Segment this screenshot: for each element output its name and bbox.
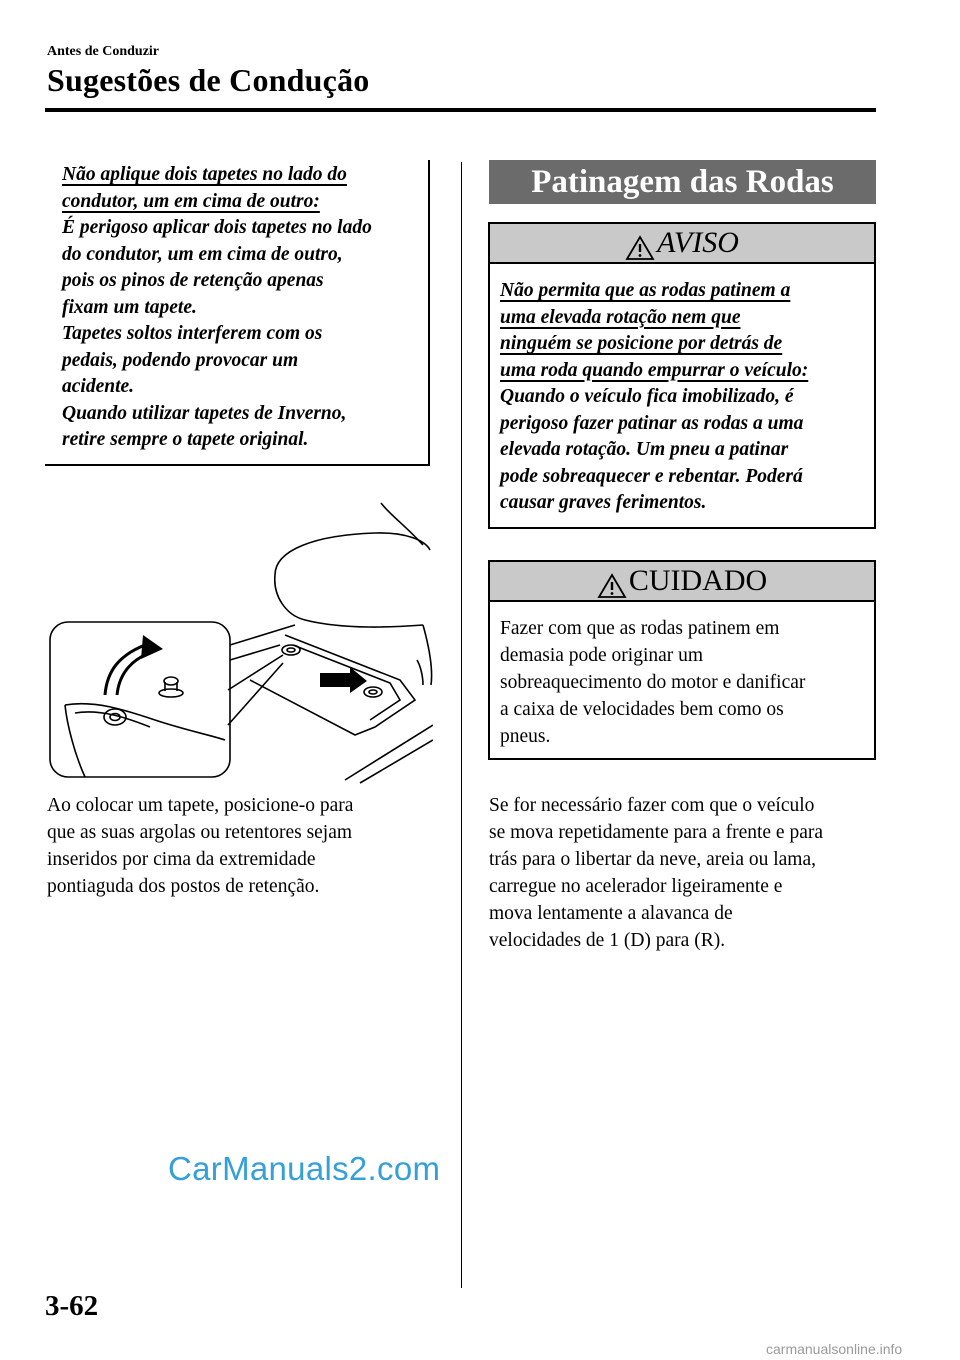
aviso-text [500,278,866,517]
paragraph-line: Ao colocar um tapete, posicione-o para [47,795,354,816]
watermark-link[interactable]: CarManuals2.com [168,1150,441,1187]
column-divider [461,162,462,1288]
aviso-line: causar graves ferimentos. [500,492,707,513]
aviso-line: elevada rotação. Um pneu a patinar [500,439,789,460]
cuidado-label: CUIDADO [628,564,768,597]
paragraph-line: mova lentamente a alavanca de [489,903,733,924]
cuidado-line: Fazer com que as rodas patinem em [500,618,780,639]
paragraph-line: se mova repetidamente para a frente e para [489,822,824,843]
paragraph-line: Se for necessário fazer com que o veículo [489,795,815,816]
cuidado-line: demasia pode originar um [500,645,704,666]
header-rule [45,108,876,112]
paragraph-line: carregue no acelerador ligeiramente e [489,876,783,897]
paragraph-line: que as suas argolas ou retentores sejam [47,822,353,843]
paragraph-line: velocidades de 1 (D) para (R). [489,930,726,951]
warning-triangle-icon [625,235,655,261]
wheel-spin-paragraph [489,792,881,954]
page-title: Sugestões de Condução [47,62,370,98]
warning-triangle-icon [597,573,627,599]
aviso-heading-line: ninguém se posicione por detrás de [500,333,783,354]
warning-heading-line: Não aplique dois tapetes no lado do [62,164,347,185]
warning-line: É perigoso aplicar dois tapetes no lado [62,217,372,238]
aviso-line: pode sobreaquecer e rebentar. Poderá [500,465,803,487]
warning-line: pois os pinos de retenção apenas [62,270,324,291]
warning-line: acidente. [62,376,135,397]
warning-text-left [62,162,422,454]
warning-line: do condutor, um em cima de outro, [62,243,343,265]
mat-placement-paragraph [47,792,437,900]
warning-line: Tapetes soltos interferem com os [62,323,323,344]
aviso-header [490,224,874,264]
warning-heading-line: condutor, um em cima de outro: [62,190,320,212]
cuidado-text [500,615,866,750]
cuidado-line: a caixa de velocidades bem como os [500,699,784,720]
cuidado-line: pneus. [500,726,551,747]
section-label: Antes de Conduzir [47,44,160,59]
cuidado-line: sobreaquecimento do motor e danificar [500,672,806,693]
paragraph-line: pontiaguda dos postos de retenção. [47,876,320,897]
aviso-line: perigoso fazer patinar as rodas a uma [500,412,804,434]
aviso-heading-line: Não permita que as rodas patinem a [500,280,791,301]
warning-line: retire sempre o tapete original. [62,429,309,450]
footer-site-link[interactable]: carmanualsonline.info [766,1341,903,1357]
paragraph-line: trás para o libertar da neve, areia ou lama, [489,849,816,870]
cuidado-header [490,562,874,602]
page-number: 3-62 [45,1290,99,1322]
aviso-label: AVISO [657,226,739,259]
warning-line: pedais, podendo provocar um [62,349,299,371]
paragraph-line: inseridos por cima da extremidade [47,849,316,870]
section-heading: Patinagem das Rodas [489,160,876,204]
floor-mat-illustration [45,495,433,785]
aviso-heading-line: uma roda quando empurrar o veículo: [500,359,809,381]
aviso-line: Quando o veículo fica imobilizado, é [500,386,794,407]
warning-line: fixam um tapete. [62,296,197,318]
warning-line: Quando utilizar tapetes de Inverno, [62,402,347,424]
aviso-heading-line: uma elevada rotação nem que [500,306,741,328]
